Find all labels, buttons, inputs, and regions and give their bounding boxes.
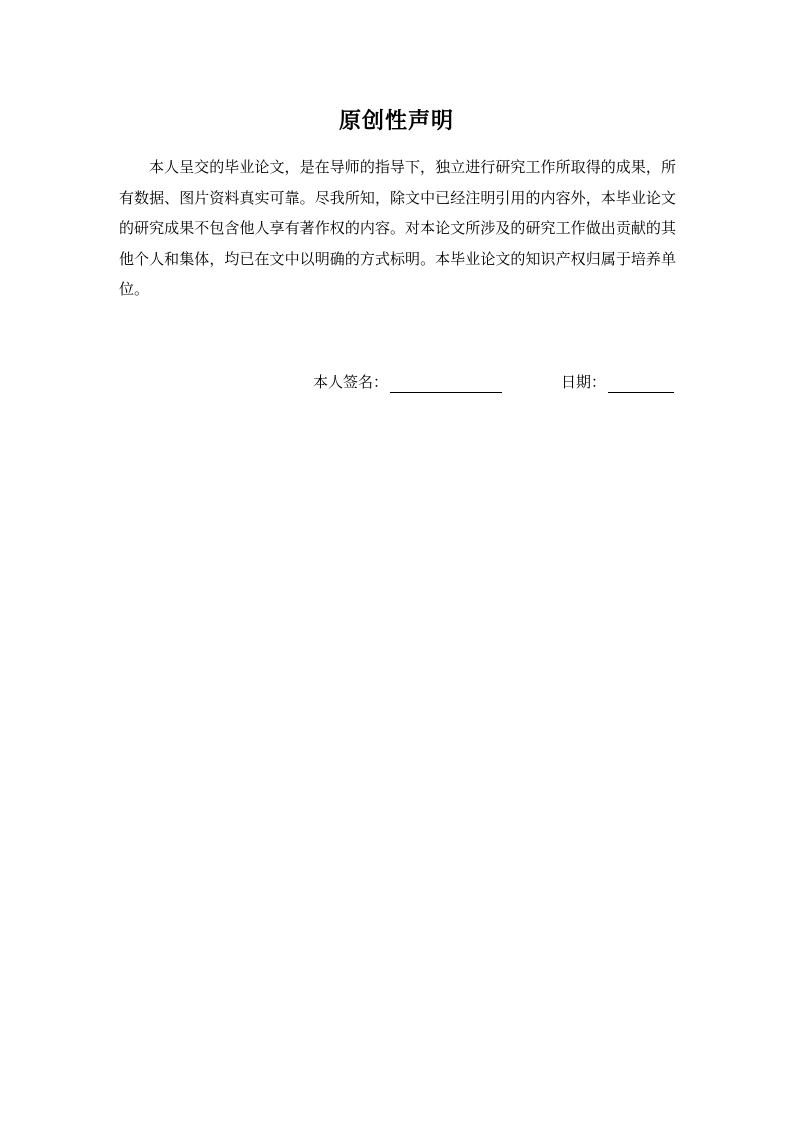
date-row	[561, 371, 674, 393]
declaration-paragraph: 本人呈交的毕业论文，是在导师的指导下，独立进行研究工作所取得的成果，所有数据、图片资料真实可靠。尽我所知，除文中已经注明引用的内容外，本毕业论文的研究成果不包含他人享有著作权的内容。对本论文所涉及的研究工作做出贡献的其他个人和集体，均已在文中以明确的方式标明。本毕业论文的知识产权归属于培养单位。	[119, 158, 676, 298]
date-field[interactable]	[608, 374, 674, 393]
signature-row	[313, 371, 502, 393]
date-label: 日期：	[561, 373, 607, 391]
page-title: 原创性声明	[338, 109, 454, 134]
signature-field[interactable]	[390, 374, 502, 393]
signature-label: 本人签名：	[313, 373, 389, 391]
